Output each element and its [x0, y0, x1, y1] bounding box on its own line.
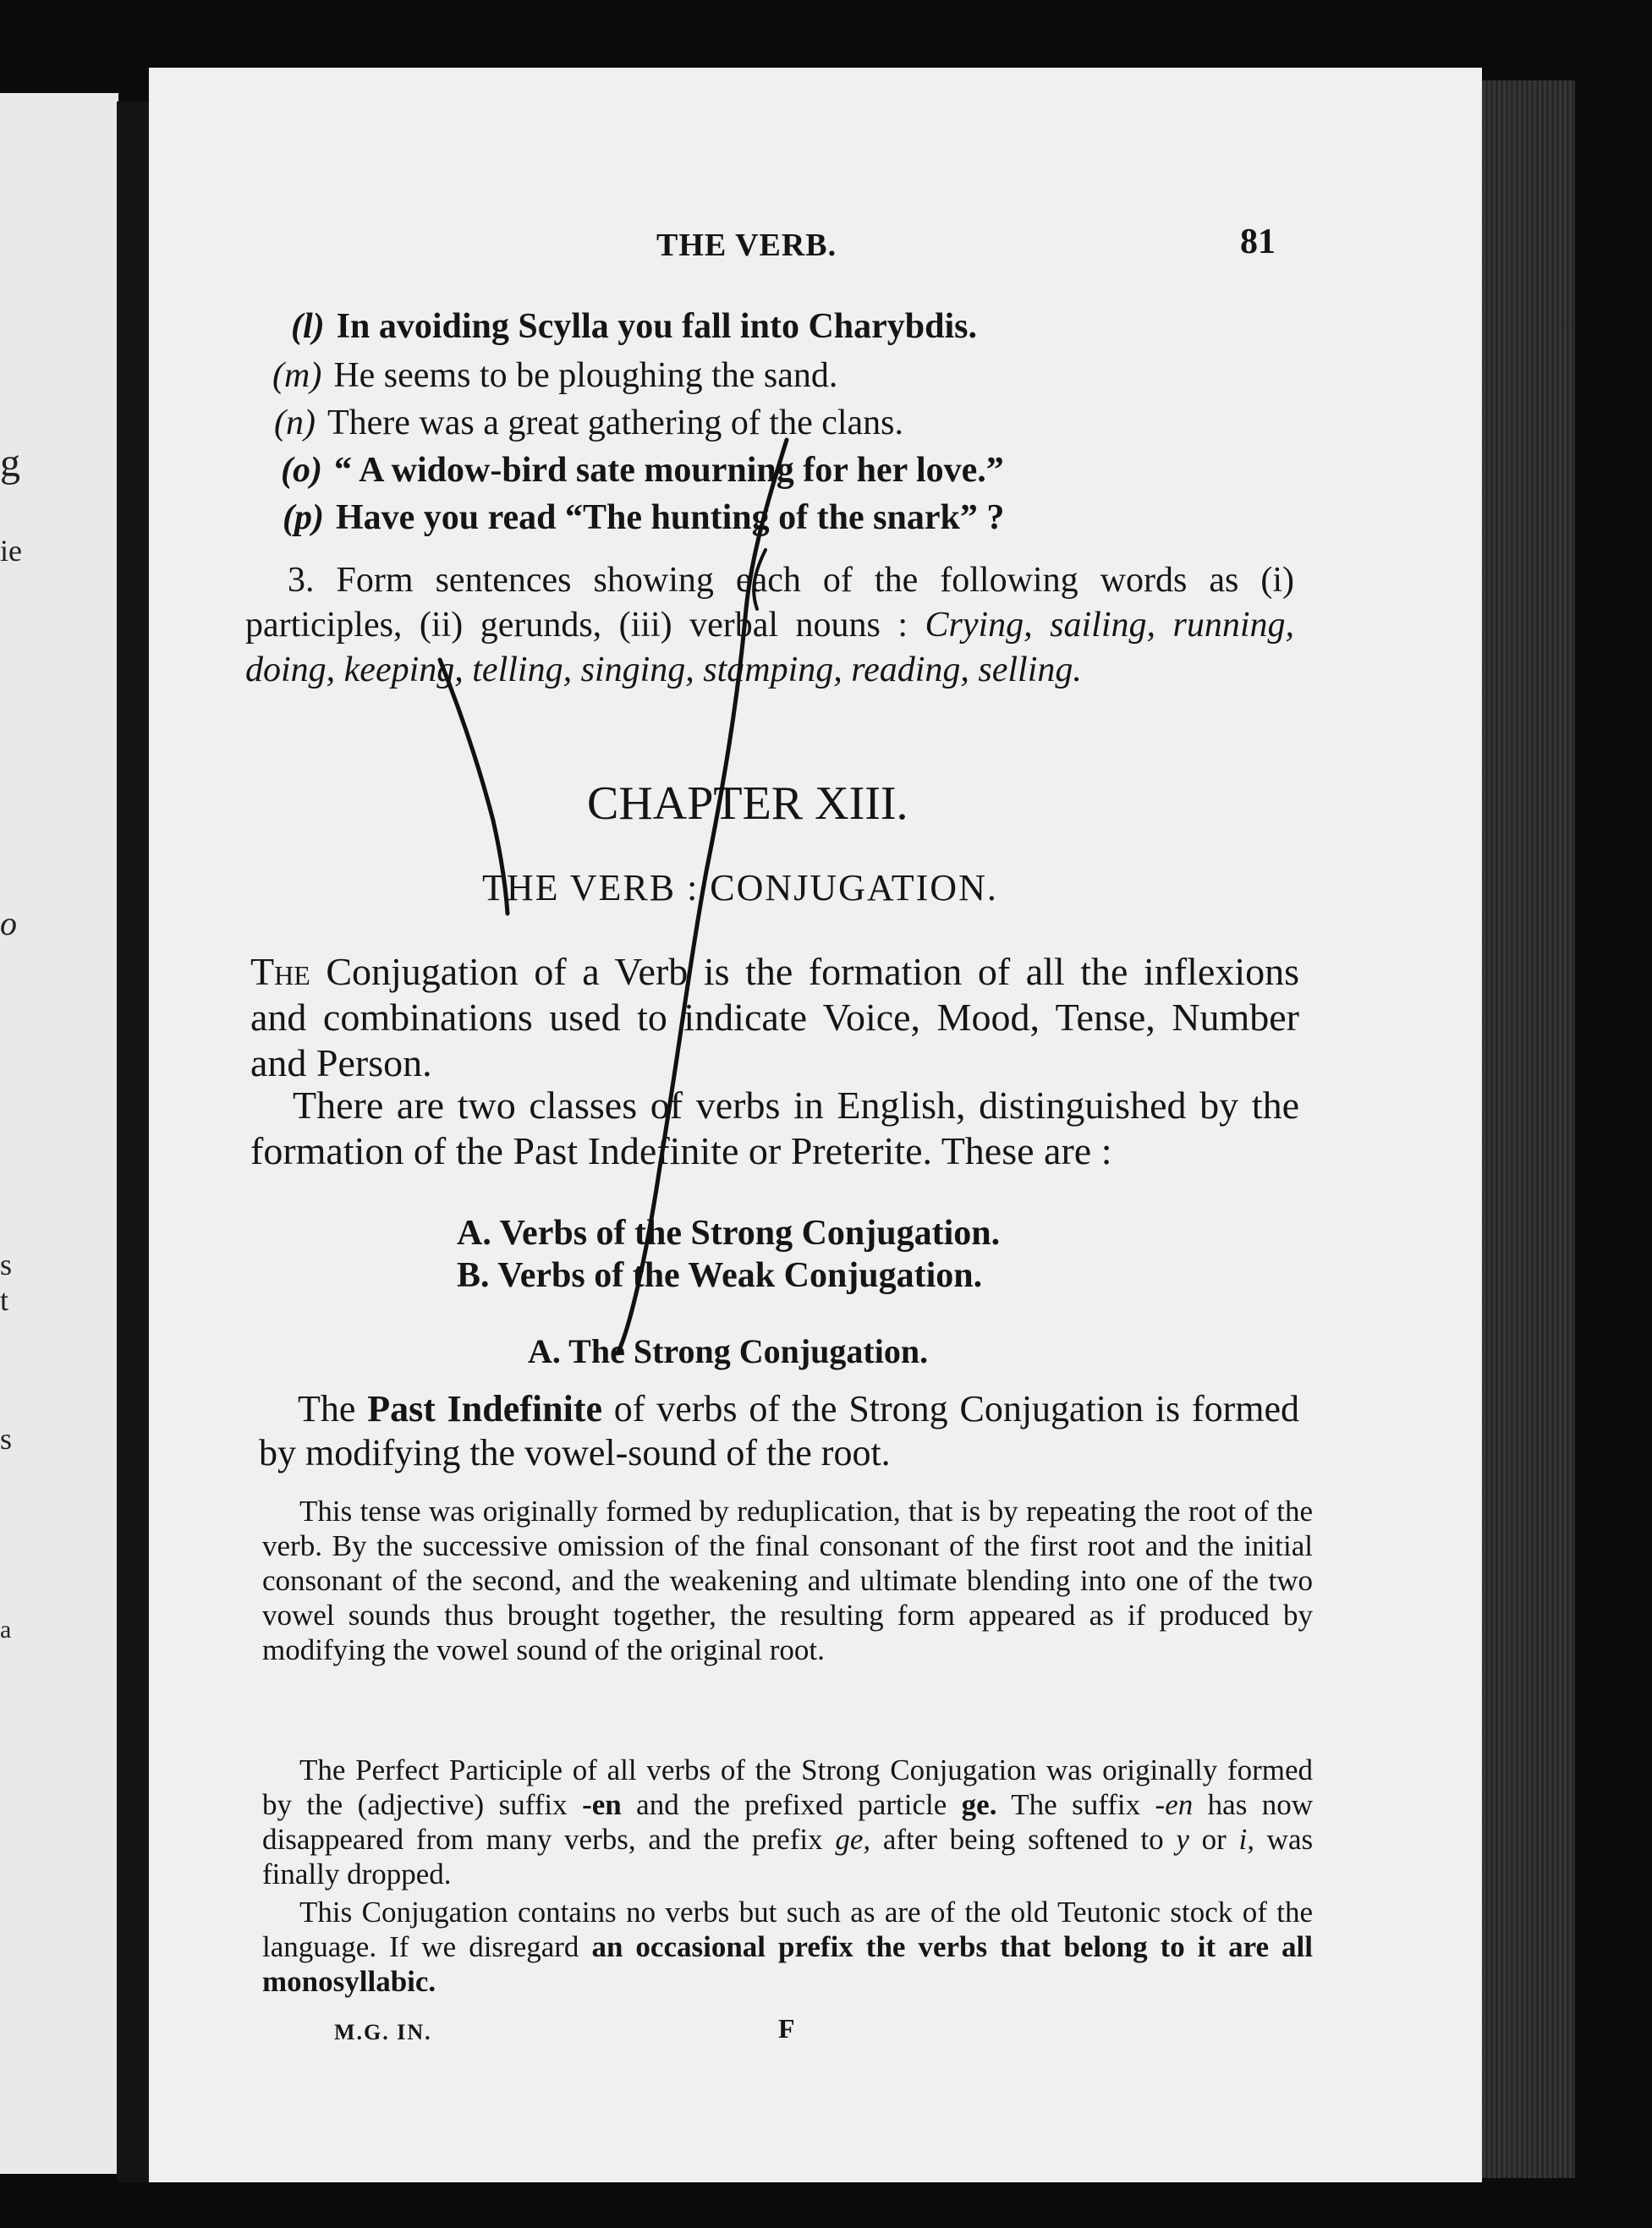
section-heading: A. The Strong Conjugation.	[528, 1332, 929, 1370]
running-head: THE VERB.	[656, 228, 837, 263]
prev-page-fragment: g	[0, 441, 20, 486]
exercise-3: 3. Form sentences showing each of the following words as (i) participles, (ii) gerunds, (iii) verbal nouns : Crying, sailing, running, doing, keeping, telling, singing, stamping, reading, selling.	[245, 561, 1294, 689]
exercise-item: (m) He seems to be ploughing the sand.	[272, 356, 838, 395]
prev-page-fragment: t	[0, 1283, 9, 1317]
exercise-item: (l) In avoiding Scylla you fall into Charybdis.	[291, 307, 978, 346]
previous-page-strip	[0, 93, 118, 2174]
prev-page-fragment: ie	[0, 534, 22, 568]
note-perfect-participle: The Perfect Participle of all verbs of the Strong Conjugation was originally formed by the (adjective) suffix -en and the prefixed particle ge. The suffix -en has now disappeared from many verbs, and the prefix ge, after being softened to y or i, was finally dropped.	[262, 1753, 1314, 1891]
book-binding	[117, 102, 149, 2182]
page-stack-edge	[1482, 80, 1575, 2178]
class-item: A. Verbs of the Strong Conjugation.	[457, 1214, 1001, 1253]
chapter-number: CHAPTER XIII.	[587, 777, 908, 830]
exercise-item: (n) There was a great gathering of the clans.	[274, 403, 904, 442]
exercise-item: (o) “ A widow-bird sate mourning for her love.”	[281, 451, 1004, 490]
strong-paragraph: The Past Indefinite of verbs of the Strong Conjugation is formed by modifying the vowel-sound of the root.	[259, 1388, 1300, 1473]
chapter-title: THE VERB : CONJUGATION.	[482, 867, 998, 908]
footer-signature: M.G. IN.	[334, 2020, 432, 2044]
exercise-item: (p) Have you read “The hunting of the snark” ?	[283, 498, 1005, 537]
page-number: 81	[1240, 222, 1276, 261]
prev-page-fragment: o	[0, 904, 17, 942]
intro-paragraph: The Conjugation of a Verb is the formation of all the inflexions and combinations used to indicate Voice, Mood, Tense, Number and Person.	[250, 950, 1299, 1084]
classes-paragraph: There are two classes of verbs in English, distinguished by the formation of the Past Indefinite or Preterite. These are :	[250, 1084, 1299, 1172]
class-item: B. Verbs of the Weak Conjugation.	[457, 1256, 983, 1295]
note-teutonic: This Conjugation contains no verbs but such as are of the old Teutonic stock of the language. If we disregard an occasional prefix the verbs that belong to it are all monosyllabic.	[262, 1896, 1314, 1998]
prev-page-fragment: a	[0, 1616, 12, 1644]
prev-page-fragment: s	[0, 1248, 13, 1281]
prev-page-fragment: s	[0, 1422, 13, 1456]
footer-signature-mark: F	[778, 2013, 795, 2044]
note-reduplication: This tense was originally formed by reduplication, that is by repeating the root of the verb. By the successive omission of the final consonant of the first root and the initial consonant of the second, and the weakening and ultimate blending into one of the two vowel sounds thus brought together, the resulting form appeared as if produced by modifying the vowel sound of the original root.	[262, 1495, 1313, 1666]
